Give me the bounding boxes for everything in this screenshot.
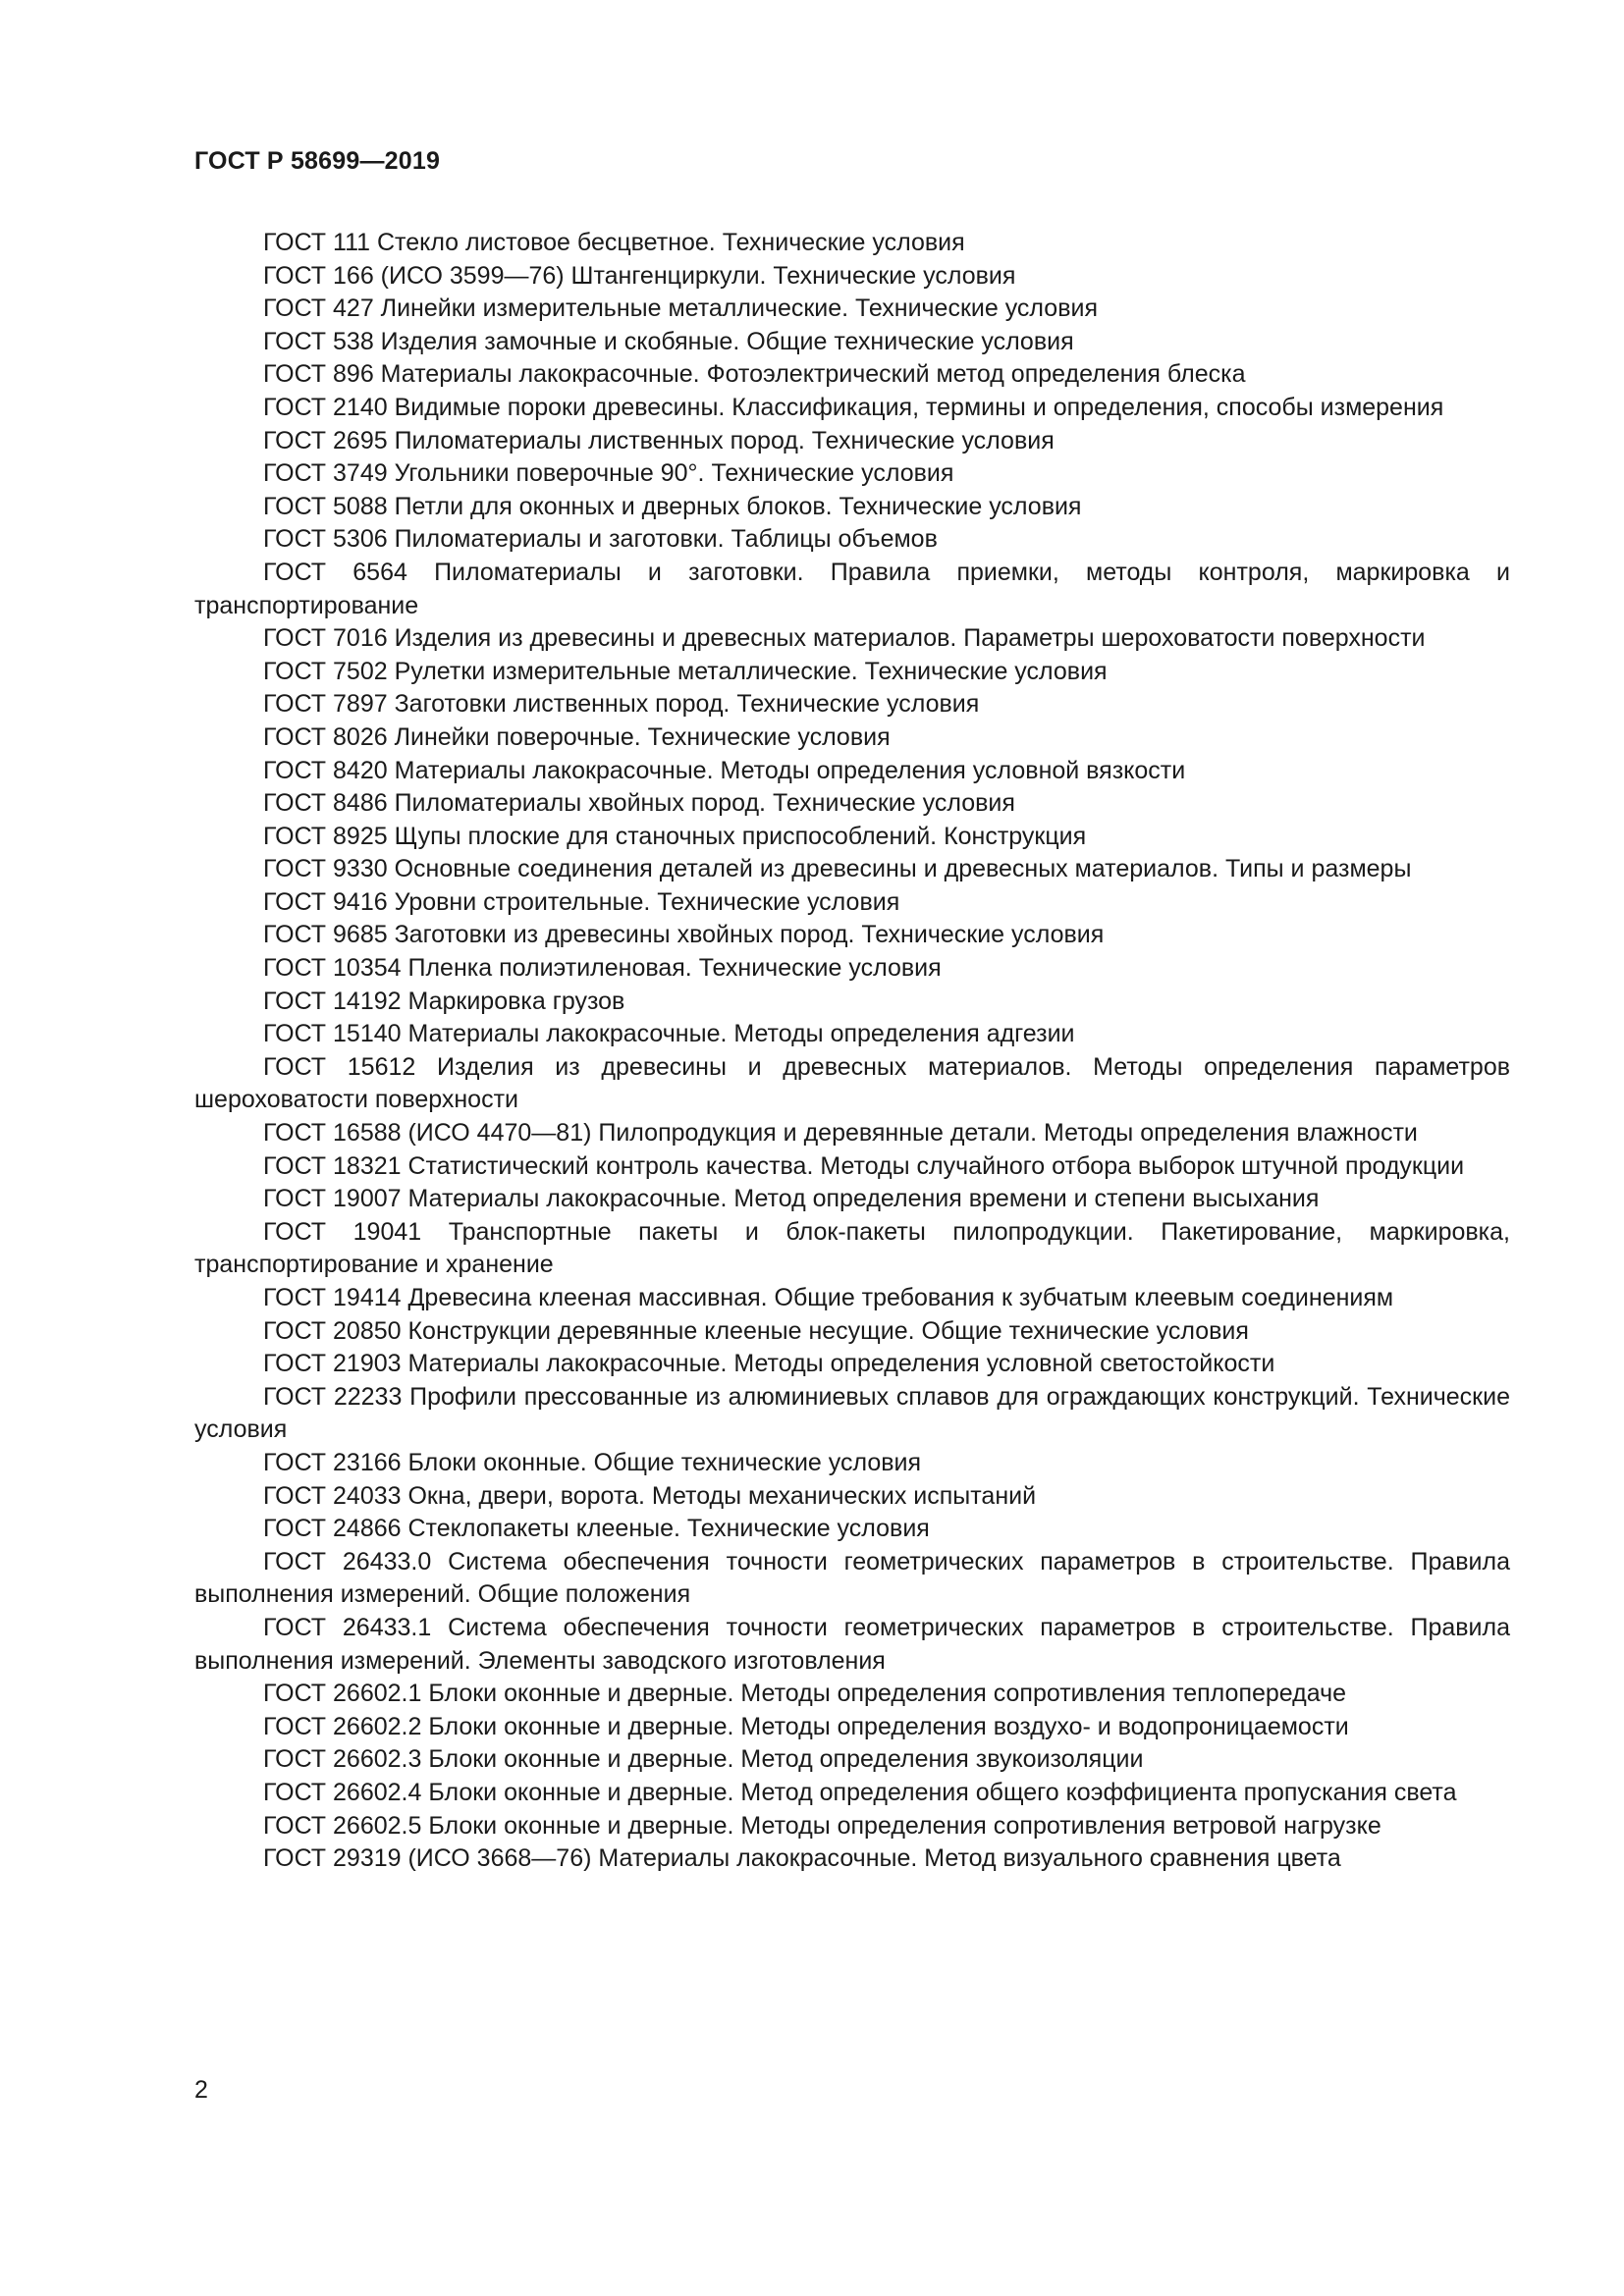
reference-item: ГОСТ 896 Материалы лакокрасочные. Фотоэлектрический метод определения блеска [263, 360, 1246, 389]
reference-item: ГОСТ 10354 Пленка полиэтиленовая. Технические условия [263, 954, 942, 983]
reference-item: ГОСТ 7897 Заготовки лиственных пород. Технические условия [263, 690, 980, 719]
reference-item: ГОСТ 6564 Пиломатериалы и заготовки. Правила приемки, методы контроля, маркировка и транспортирование [194, 558, 1510, 619]
reference-item: ГОСТ 15140 Материалы лакокрасочные. Методы определения адгезии [263, 1020, 1075, 1048]
reference-item: ГОСТ 2140 Видимые пороки древесины. Классификация, термины и определения, способы измерения [263, 393, 1444, 421]
reference-item: ГОСТ 20850 Конструкции деревянные клееные несущие. Общие технические условия [263, 1316, 1249, 1345]
reference-item: ГОСТ 5088 Петли для оконных и дверных блоков. Технические условия [263, 492, 1082, 520]
reference-item: ГОСТ 2695 Пиломатериалы лиственных пород. Технические условия [263, 426, 1055, 454]
reference-item: ГОСТ 19414 Древесина клееная массивная. Общие требования к зубчатым клеевым соединениям [263, 1284, 1394, 1311]
reference-item: ГОСТ 24033 Окна, двери, ворота. Методы механических испытаний [263, 1481, 1037, 1510]
page-header: ГОСТ Р 58699—2019 [194, 147, 441, 175]
reference-item: ГОСТ 26602.5 Блоки оконные и дверные. Методы определения сопротивления ветровой нагрузке [263, 1811, 1381, 1840]
reference-item: ГОСТ 5306 Пиломатериалы и заготовки. Таблицы объемов [263, 525, 938, 554]
reference-item: ГОСТ 3749 Угольники поверочные 90°. Технические условия [263, 459, 954, 488]
reference-item: ГОСТ 26433.1 Система обеспечения точности геометрических параметров в строительстве. Правила выполнения измерений. Элементы заводского изготовления [194, 1613, 1510, 1675]
reference-item: ГОСТ 26602.1 Блоки оконные и дверные. Методы определения сопротивления теплопередаче [263, 1680, 1347, 1708]
reference-item: ГОСТ 29319 (ИСО 3668—76) Материалы лакокрасочные. Метод визуального сравнения цвета [263, 1844, 1341, 1873]
reference-item: ГОСТ 9685 Заготовки из древесины хвойных пород. Технические условия [263, 921, 1105, 949]
reference-item: ГОСТ 7502 Рулетки измерительные металлические. Технические условия [263, 657, 1108, 685]
reference-item: ГОСТ 111 Стекло листовое бесцветное. Технические условия [263, 229, 965, 256]
reference-item: ГОСТ 8026 Линейки поверочные. Технические условия [263, 722, 891, 751]
reference-item: ГОСТ 427 Линейки измерительные металлические. Технические условия [263, 294, 1098, 323]
reference-item: ГОСТ 166 (ИСО 3599—76) Штангенциркули. Технические условия [263, 261, 1016, 290]
reference-item: ГОСТ 14192 Маркировка грузов [263, 987, 625, 1015]
page-number: 2 [194, 2076, 208, 2104]
reference-item: ГОСТ 8925 Щупы плоские для станочных приспособлений. Конструкция [263, 822, 1087, 850]
reference-item: ГОСТ 26602.2 Блоки оконные и дверные. Методы определения воздухо- и водопроницаемости [263, 1712, 1349, 1740]
reference-item: ГОСТ 18321 Статистический контроль качества. Методы случайного отбора выборок штучной продукции [263, 1151, 1465, 1180]
reference-item: ГОСТ 538 Изделия замочные и скобяные. Общие технические условия [263, 327, 1074, 355]
reference-item: ГОСТ 19041 Транспортные пакеты и блок-пакеты пилопродукции. Пакетирование, маркировка, транспортирование и хранение [194, 1217, 1510, 1279]
reference-item: ГОСТ 15612 Изделия из древесины и древесных материалов. Методы определения параметров шероховатости поверхности [194, 1052, 1510, 1114]
reference-item: ГОСТ 8420 Материалы лакокрасочные. Методы определения условной вязкости [263, 756, 1186, 784]
reference-item: ГОСТ 22233 Профили прессованные из алюминиевых сплавов для ограждающих конструкций. Технические условия [194, 1382, 1510, 1444]
reference-item: ГОСТ 9416 Уровни строительные. Технические условия [263, 887, 900, 916]
reference-item: ГОСТ 26602.3 Блоки оконные и дверные. Метод определения звукоизоляции [263, 1745, 1144, 1774]
reference-item: ГОСТ 9330 Основные соединения деталей из древесины и древесных материалов. Типы и размеры [263, 855, 1412, 883]
reference-item: ГОСТ 8486 Пиломатериалы хвойных пород. Технические условия [263, 789, 1015, 818]
reference-item: ГОСТ 24866 Стеклопакеты клееные. Технические условия [263, 1515, 930, 1543]
reference-item: ГОСТ 23166 Блоки оконные. Общие технические условия [263, 1448, 922, 1476]
reference-item: ГОСТ 16588 (ИСО 4470—81) Пилопродукция и деревянные детали. Методы определения влажности [263, 1119, 1418, 1148]
normative-references-list [194, 227, 1510, 1876]
reference-item: ГОСТ 19007 Материалы лакокрасочные. Метод определения времени и степени высыхания [263, 1185, 1320, 1213]
reference-item: ГОСТ 21903 Материалы лакокрасочные. Методы определения условной светостойкости [263, 1350, 1275, 1378]
reference-item: ГОСТ 26602.4 Блоки оконные и дверные. Метод определения общего коэффициента пропускания света [263, 1778, 1457, 1806]
reference-item: ГОСТ 7016 Изделия из древесины и древесных материалов. Параметры шероховатости поверхности [263, 624, 1426, 653]
reference-item: ГОСТ 26433.0 Система обеспечения точности геометрических параметров в строительстве. Правила выполнения измерений. Общие положения [194, 1547, 1510, 1609]
